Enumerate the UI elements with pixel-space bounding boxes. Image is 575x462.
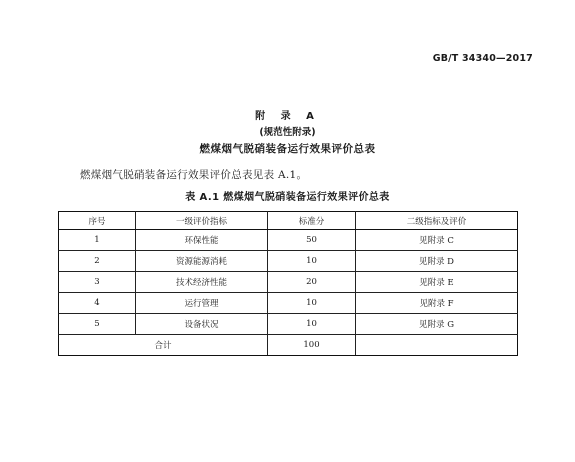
row-detail: 见附录 G [356,314,518,335]
table-row [59,314,518,335]
row-detail: 见附录 E [356,272,518,293]
annex-name: 燃煤烟气脱硝装备运行效果评价总表 [199,143,376,155]
row-indicator: 技术经济性能 [136,272,268,293]
evaluation-table [58,211,518,356]
table-header-row [59,212,518,230]
row-detail: 见附录 D [356,251,518,272]
table-total-row [59,335,518,356]
table-row [59,251,518,272]
column-header-detail: 二级指标及评价 [356,212,518,230]
row-number: 5 [59,314,136,335]
row-score: 50 [268,230,356,251]
table-row [59,272,518,293]
standard-code: GB/T 34340—2017 [432,53,533,64]
row-number: 1 [59,230,136,251]
row-number: 4 [59,293,136,314]
total-label: 合计 [59,335,268,356]
total-detail [356,335,518,356]
row-number: 2 [59,251,136,272]
intro-paragraph: 燃煤烟气脱硝装备运行效果评价总表见表 A.1。 [80,169,308,181]
table-caption: 表 A.1 燃煤烟气脱硝装备运行效果评价总表 [185,192,390,203]
row-detail: 见附录 C [356,230,518,251]
annex-title: 附 录 A [255,111,320,122]
column-header-score: 标准分 [268,212,356,230]
column-header-no: 序号 [59,212,136,230]
row-score: 10 [268,314,356,335]
table-row [59,230,518,251]
column-header-indicator: 一级评价指标 [136,212,268,230]
row-score: 10 [268,293,356,314]
row-score: 10 [268,251,356,272]
table-row [59,293,518,314]
row-detail: 见附录 F [356,293,518,314]
row-score: 20 [268,272,356,293]
row-indicator: 设备状况 [136,314,268,335]
row-number: 3 [59,272,136,293]
row-indicator: 环保性能 [136,230,268,251]
annex-type: (规范性附录) [259,127,316,138]
row-indicator: 运行管理 [136,293,268,314]
row-indicator: 资源能源消耗 [136,251,268,272]
total-score: 100 [268,335,356,356]
